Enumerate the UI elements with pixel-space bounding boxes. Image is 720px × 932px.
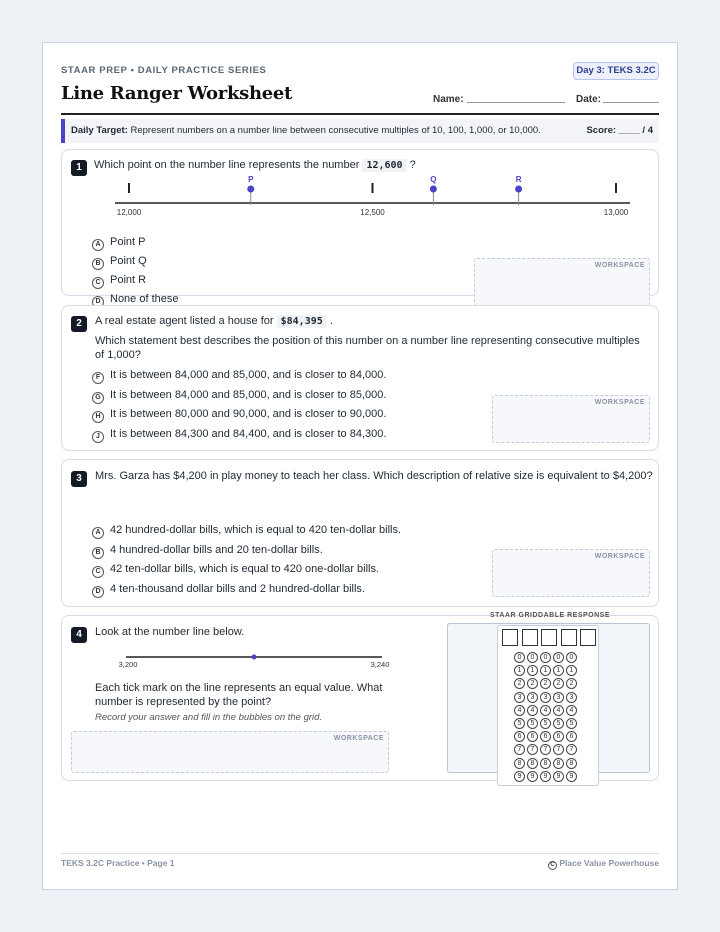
digit-bubble[interactable]: 2 [527,678,538,689]
date-label: Date: [576,94,602,105]
choice-bubble[interactable]: B [92,258,104,270]
digit-bubble[interactable]: 9 [514,771,525,782]
digit-bubble[interactable]: 7 [540,744,551,755]
choice-bubble[interactable]: A [92,239,104,251]
digit-bubble[interactable]: 8 [540,758,551,769]
digit-bubble[interactable]: 4 [553,705,564,716]
answer-choice[interactable] [92,408,386,423]
point-label: R [515,175,522,184]
choice-bubble[interactable]: C [92,277,104,289]
answer-choice[interactable] [92,236,145,251]
workspace-box[interactable] [492,549,650,597]
target-number: 12,600 [362,159,406,172]
digit-bubble[interactable]: 7 [566,744,577,755]
answer-entry-box[interactable] [502,629,518,646]
answer-choice[interactable] [92,428,386,443]
answer-entry-box[interactable] [522,629,538,646]
question-stem-end: ? [409,159,416,171]
digit-bubble[interactable]: 7 [527,744,538,755]
name-field[interactable] [467,102,565,103]
choice-text: 4 ten-thousand dollar bills and 2 hundred-dollar bills. [110,582,365,595]
daily-target [61,119,659,143]
worksheet-page [42,42,678,890]
choice-bubble[interactable]: D [92,586,104,598]
question-2-card [61,305,659,451]
digit-bubble[interactable]: 4 [566,705,577,716]
workspace-label: WORKSPACE [594,262,645,269]
digit-bubble[interactable]: 2 [553,678,564,689]
digit-bubble[interactable]: 5 [540,718,551,729]
name-label: Name: [433,94,464,105]
griddable-grid [497,625,599,786]
choice-text: It is between 84,000 and 85,000, and is closer to 85,000. [110,388,387,401]
choice-bubble[interactable]: C [92,566,104,578]
footer-left: TEKS 3.2C Practice • Page 1 [61,858,175,868]
tick-label: 12,000 [116,208,142,217]
answer-choice[interactable] [92,389,386,404]
digit-bubble[interactable]: 3 [566,692,577,703]
choice-text: It is between 84,000 and 85,000, and is closer to 84,000. [110,369,387,381]
choice-text: Point R [110,274,147,286]
choice-bubble[interactable]: H [92,411,104,423]
choice-text: Point P [110,236,146,248]
answer-choice[interactable] [92,544,323,559]
digit-bubble[interactable]: 3 [540,692,551,703]
digit-bubble[interactable]: 0 [540,652,551,663]
digit-bubble[interactable]: 6 [540,731,551,742]
answer-entry-box[interactable] [541,629,557,646]
question-number: 2 [71,316,87,332]
daily-target-label: Daily Target: [71,125,128,136]
digit-bubble[interactable]: 2 [566,678,577,689]
question-stem: Which point on the number line represents the number [94,159,360,171]
question-number: 1 [71,160,87,176]
choice-text: It is between 80,000 and 90,000, and is closer to 90,000. [110,408,387,420]
digit-bubble[interactable]: 1 [527,665,538,676]
daily-target-text: Represent numbers on a number line between consecutive multiples of 10, 100, 1,000, or 10,000. [130,125,541,136]
footer [61,853,659,868]
endpoint-label: 3,200 [118,660,138,669]
question-text: Mrs. Garza has $4,200 in play money to teach her class. Which description of relative size is equivalent to $4,200? [95,470,653,482]
digit-bubble[interactable]: 1 [514,665,525,676]
point-label: Q [430,175,437,184]
header-rule [61,113,659,115]
score-label: Score: ____ / 4 [586,125,653,136]
choice-bubble[interactable]: J [92,431,104,443]
question-number: 3 [71,471,87,487]
digit-bubble[interactable]: 1 [540,665,551,676]
digit-bubble[interactable]: 5 [527,718,538,729]
number-line-q4 [106,650,390,672]
digit-bubble[interactable]: 1 [566,665,577,676]
choice-bubble[interactable]: D [92,296,104,308]
question-prompt: Each tick mark on the line represents an equal value. What number is represented by the point? [95,682,383,708]
question-3-card [61,459,659,607]
question-stem: A real estate agent listed a house for [95,315,274,327]
digit-bubble[interactable]: 2 [540,678,551,689]
digit-bubble[interactable]: 6 [527,731,538,742]
question-text [95,314,333,329]
digit-bubble[interactable]: 8 [566,758,577,769]
choice-bubble[interactable]: B [92,547,104,559]
question-1-card [61,149,659,305]
point-marker [252,655,257,660]
choice-text: 4 hundred-dollar bills and 20 ten-dollar bills. [110,543,323,556]
point-marker [247,186,254,193]
choice-text: 42 ten-dollar bills, which is equal to 420 one-dollar bills. [110,563,380,575]
point-marker [515,186,522,193]
digit-bubble[interactable]: 0 [553,652,564,663]
digit-bubble[interactable]: 6 [514,731,525,742]
digit-bubble[interactable]: 6 [553,731,564,742]
workspace-label: WORKSPACE [594,399,645,406]
answer-choice[interactable] [92,255,147,270]
footer-brand: Place Value Powerhouse [559,858,659,868]
digit-bubble[interactable]: 5 [566,718,577,729]
question-prompt: Which statement best describes the position of this number on a number line representing consecutive multiples of 1,000? [95,335,640,361]
digit-bubble[interactable]: 2 [514,678,525,689]
digit-bubble[interactable]: 8 [514,758,525,769]
page-title: Line Ranger Worksheet [61,83,293,104]
choice-text: Point Q [110,255,147,267]
workspace-label: WORKSPACE [594,553,645,560]
choice-bubble[interactable]: G [92,392,104,404]
tick-label: 12,500 [360,208,385,217]
answer-instruction: Record your answer and fill in the bubbles on the grid. [95,712,323,723]
footer-right [548,858,659,870]
choice-text: 42 hundred-dollar bills, which is equal to 420 ten-dollar bills. [110,524,402,536]
digit-bubble[interactable]: 8 [553,758,564,769]
choice-bubble[interactable]: A [92,527,104,539]
answer-entry-box[interactable] [561,629,577,646]
digit-bubble[interactable]: 5 [514,718,525,729]
digit-bubble[interactable]: 3 [553,692,564,703]
digit-bubble[interactable]: 9 [566,771,577,782]
digit-bubble[interactable]: 3 [527,692,538,703]
digit-bubble[interactable]: 9 [527,771,538,782]
answer-choice[interactable] [92,563,379,578]
answer-choice[interactable] [92,583,365,598]
workspace-box[interactable] [474,258,650,306]
answer-choice[interactable] [92,369,386,384]
choice-bubble[interactable]: F [92,372,104,384]
workspace-box[interactable] [71,731,389,773]
workspace-box[interactable] [492,395,650,443]
choice-text: It is between 84,300 and 84,400, and is closer to 84,300. [110,427,387,440]
answer-choice[interactable] [92,524,401,539]
digit-bubble[interactable]: 9 [553,771,564,782]
digit-bubble[interactable]: 6 [566,731,577,742]
copyright-icon: C [548,861,557,870]
workspace-label: WORKSPACE [333,735,384,742]
digit-bubble[interactable]: 8 [527,758,538,769]
digit-bubble[interactable]: 0 [566,652,577,663]
number-line-q1 [102,170,642,216]
digit-bubble[interactable]: 4 [527,705,538,716]
date-field[interactable] [603,102,659,103]
house-price: $84,395 [277,315,327,328]
digit-bubble[interactable]: 4 [514,705,525,716]
point-marker [430,186,437,193]
digit-bubble[interactable]: 5 [553,718,564,729]
digit-bubble[interactable]: 7 [553,744,564,755]
digit-bubble[interactable]: 3 [514,692,525,703]
tick-label: 13,000 [603,208,629,217]
digit-bubble[interactable]: 0 [514,652,525,663]
day-badge: Day 3: TEKS 3.2C [573,62,659,80]
digit-bubble[interactable]: 0 [527,652,538,663]
digit-bubble[interactable]: 4 [540,705,551,716]
question-text: Look at the number line below. [95,626,245,638]
answer-entry-box[interactable] [580,629,596,646]
digit-bubble[interactable]: 1 [553,665,564,676]
griddable-title: STAAR GRIDDABLE RESPONSE [490,612,610,619]
question-number: 4 [71,627,87,643]
series-label: STAAR PREP • DAILY PRACTICE SERIES [61,65,267,76]
choice-text: None of these [110,293,179,305]
endpoint-label: 3,240 [370,660,390,669]
digit-bubble[interactable]: 9 [540,771,551,782]
point-label: P [248,175,254,184]
question-stem-end: . [329,315,333,327]
answer-choice[interactable] [92,274,146,289]
digit-bubble[interactable]: 7 [514,744,525,755]
